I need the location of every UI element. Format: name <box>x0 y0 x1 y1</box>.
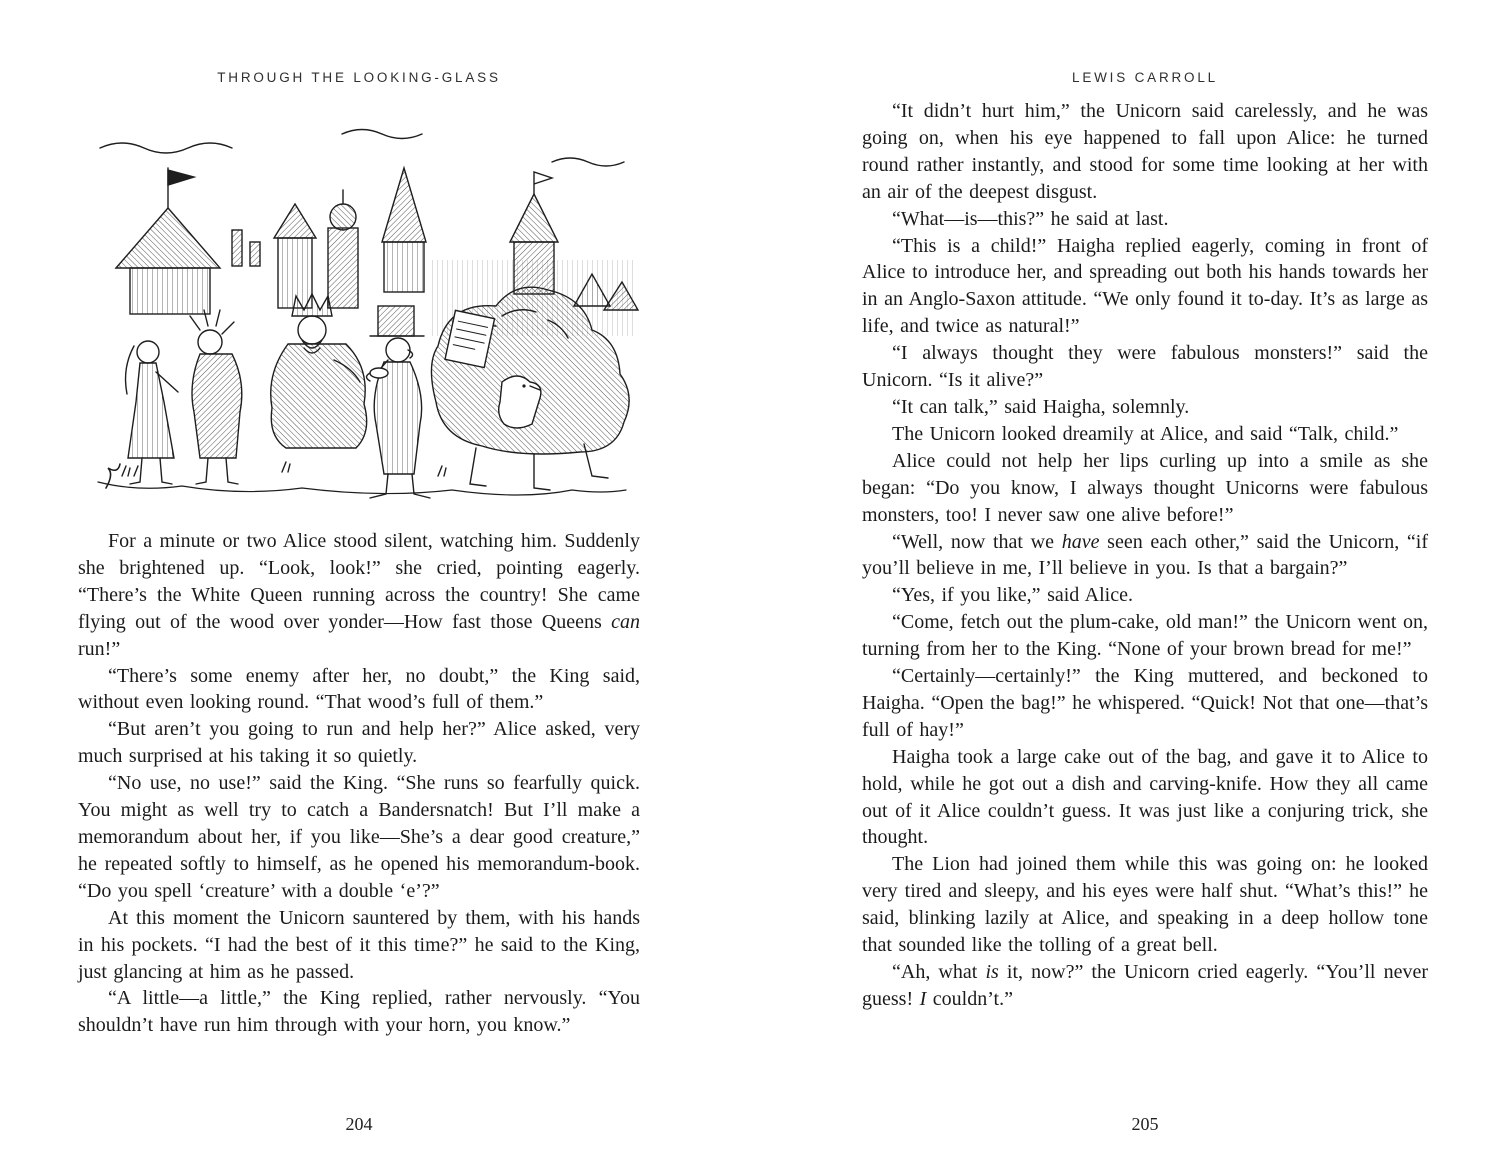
paragraph: Alice could not help her lips curling up into a smile as she began: “Do you know, I always thought Unicorns were fabulous monsters, too! I never saw one alive before!” <box>862 449 1428 526</box>
paragraph: For a minute or two Alice stood silent, watching him. Suddenly she brightened up. “Look, look!” she cried, pointing eagerly. “There’s the White Queen running across the country! She came flying out of the wood over yonder—How fast those Queens can run!” <box>78 530 640 660</box>
paragraph: “There’s some enemy after her, no doubt,” the King said, without even looking round. “That wood’s full of them.” <box>78 664 640 714</box>
paragraph: “I always thought they were fabulous monsters!” said the Unicorn. “Is it alive?” <box>862 342 1428 392</box>
paragraph: “Yes, if you like,” said Alice. <box>892 584 1133 607</box>
paragraph: At this moment the Unicorn sauntered by them, with his hands in his pockets. “I had the best of it this time?” he said to the King, just glancing at him as he passed. <box>78 906 640 983</box>
text-column-left <box>78 528 640 1039</box>
right-page <box>750 0 1500 1163</box>
paragraph: “Ah, what is it, now?” the Unicorn cried eagerly. “You’ll never guess! I couldn’t.” <box>862 961 1429 1010</box>
page-number-left: 204 <box>345 1114 373 1134</box>
paragraph: “Certainly—certainly!” the King muttered, and beckoned to Haigha. “Open the bag!” he whispered. “Quick! Not that one—that’s full of hay!” <box>862 665 1428 741</box>
page-number-right: 205 <box>1131 1114 1159 1134</box>
running-header-author: LEWIS CARROLL <box>1072 70 1218 85</box>
engraving-svg <box>82 110 642 510</box>
paragraph: “It didn’t hurt him,” the Unicorn said carelessly, and he was going on, when his eye happened to fall upon Alice: he turned round rather instantly, and stood for some time looking at her with an air of the deepest disgust. <box>862 100 1428 203</box>
paragraph: “This is a child!” Haigha replied eagerly, coming in front of Alice to introduce her, and spreading out both his hands towards her in an Anglo-Saxon attitude. “We only found it to-day. It’s as large as life, and twice as natural!” <box>862 234 1428 338</box>
illustration-unicorn-scene <box>82 110 642 512</box>
paragraph: “No use, no use!” said the King. “She runs so fearfully quick. You might as well try to catch a Bandersnatch! But I’ll make a memorandum about her, if you like—She’s a dear good creature,” he repeated softly to himself, as he opened his memorandum-book. “Do you spell ‘creature’ with a double ‘e’?” <box>78 772 640 902</box>
paragraph: “Well, now that we have seen each other,” said the Unicorn, “if you’ll believe in me, I’ll believe in you. Is that a bargain?” <box>862 530 1428 580</box>
paragraph: Haigha took a large cake out of the bag, and gave it to Alice to hold, while he got out a dish and carving-knife. How they all came out of it Alice couldn’t guess. It was just like a conjuring trick, she thought. <box>862 745 1428 849</box>
paragraph: “But aren’t you going to run and help her?” Alice asked, very much surprised at his taking it so quietly. <box>78 718 640 768</box>
paragraph: “Come, fetch out the plum-cake, old man!” the Unicorn went on, turning from her to the King. “None of your brown bread for me!” <box>862 611 1428 661</box>
paragraph: “A little—a little,” the King replied, rather nervously. “You shouldn’t have run him through with your horn, you know.” <box>78 987 640 1037</box>
paragraph: The Lion had joined them while this was going on: he looked very tired and sleepy, and his eyes were half shut. “What’s this!” he said, blinking lazily at Alice, and speaking in a deep hollow tone that sounded like the tolling of a great bell. <box>862 853 1428 957</box>
paragraph: The Unicorn looked dreamily at Alice, and said “Talk, child.” <box>892 422 1399 445</box>
text-column-right <box>862 98 1428 1013</box>
paragraph: “What—is—this?” he said at last. <box>892 207 1169 230</box>
paragraph: “It can talk,” said Haigha, solemnly. <box>892 395 1190 418</box>
running-header-book-title: THROUGH THE LOOKING-GLASS <box>217 70 501 85</box>
